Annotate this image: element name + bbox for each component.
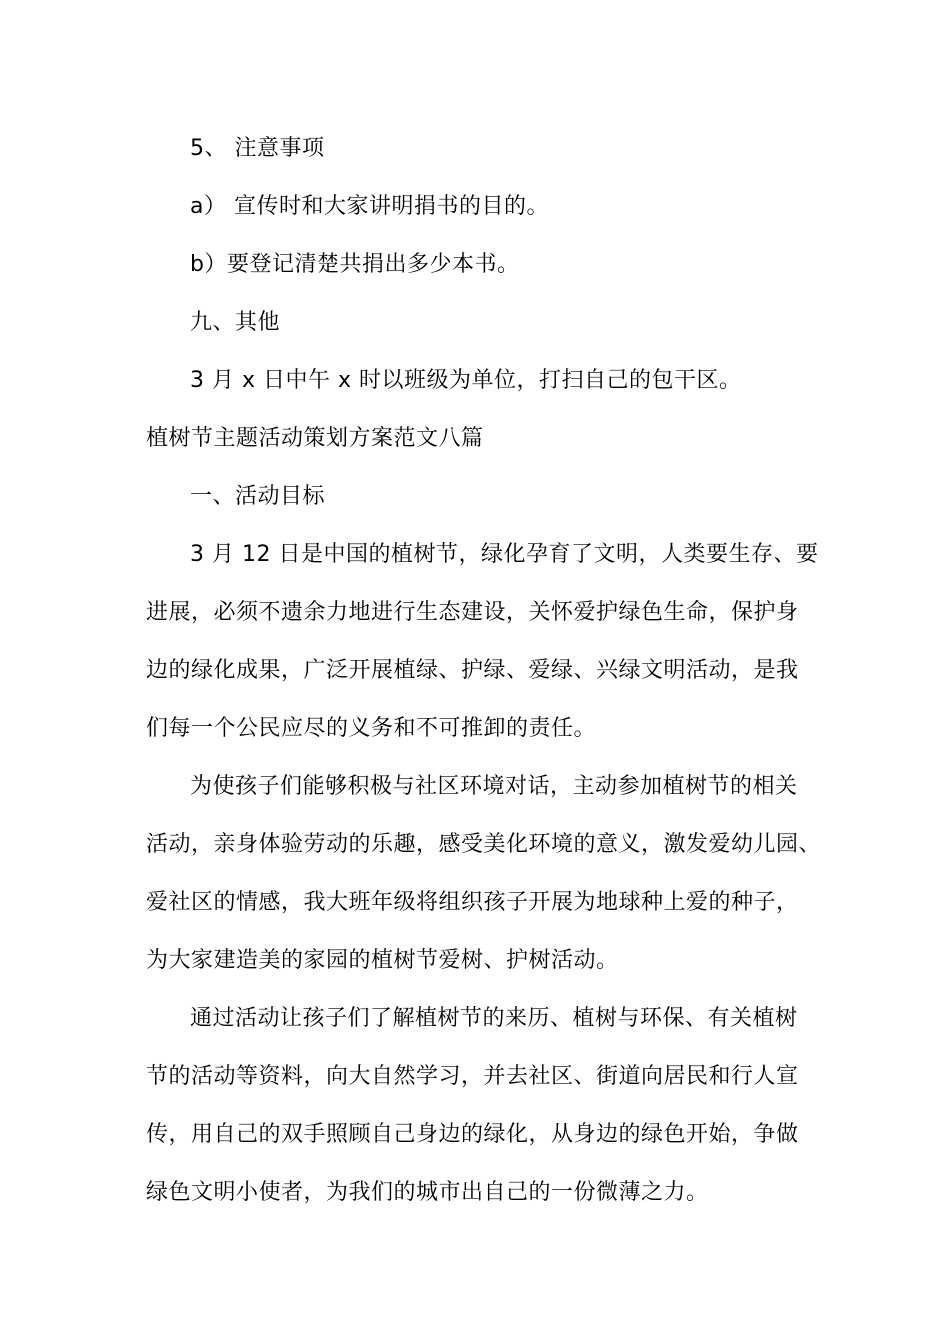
paragraph-line: 活动，亲身体验劳动的乐趣，感受美化环境的意义，激发爱幼儿园、 [146, 832, 822, 857]
paragraph-line: 通过活动让孩子们了解植树节的来历、植树与环保、有关植树 [190, 1006, 798, 1031]
paragraph-line: 爱社区的情感，我大班年级将组织孩子开展为地球种上爱的种子， [146, 890, 799, 915]
section-heading-other: 九、其他 [190, 310, 281, 335]
paragraph-line: 传，用自己的双手照顾自己身边的绿化，从身边的绿色开始，争做 [146, 1122, 799, 1147]
section-heading-goals: 一、活动目标 [190, 484, 326, 509]
paragraph-line: 们每一个公民应尽的义务和不可推卸的责任。 [146, 716, 597, 741]
paragraph-line: 节的活动等资料，向大自然学习，并去社区、街道向居民和行人宣 [146, 1064, 799, 1089]
paragraph-line: 边的绿化成果，广泛开展植绿、护绿、爱绿、兴绿文明活动，是我 [146, 658, 799, 683]
document-title: 植树节主题活动策划方案范文八篇 [146, 426, 484, 451]
section-heading-notes: 5、 注意事项 [190, 136, 325, 161]
paragraph-cleanup: 3 月 x 日中午 x 时以班级为单位，打扫自己的包干区。 [190, 368, 742, 393]
paragraph-line: 为使孩子们能够积极与社区环境对话，主动参加植树节的相关 [190, 774, 798, 799]
paragraph-line: 绿色文明小使者，为我们的城市出自己的一份微薄之力。 [146, 1180, 709, 1205]
paragraph-line: 3 月 12 日是中国的植树节，绿化孕育了文明，人类要生存、要 [190, 542, 819, 567]
list-item-a: a） 宣传时和大家讲明捐书的目的。 [190, 194, 549, 219]
list-item-b: b）要登记清楚共捐出多少本书。 [190, 252, 520, 277]
paragraph-line: 进展，必须不遗余力地进行生态建设，关怀爱护绿色生命，保护身 [146, 600, 799, 625]
document-body [146, 120, 822, 1222]
paragraph-line: 为大家建造美的家园的植树节爱树、护树活动。 [146, 948, 619, 973]
